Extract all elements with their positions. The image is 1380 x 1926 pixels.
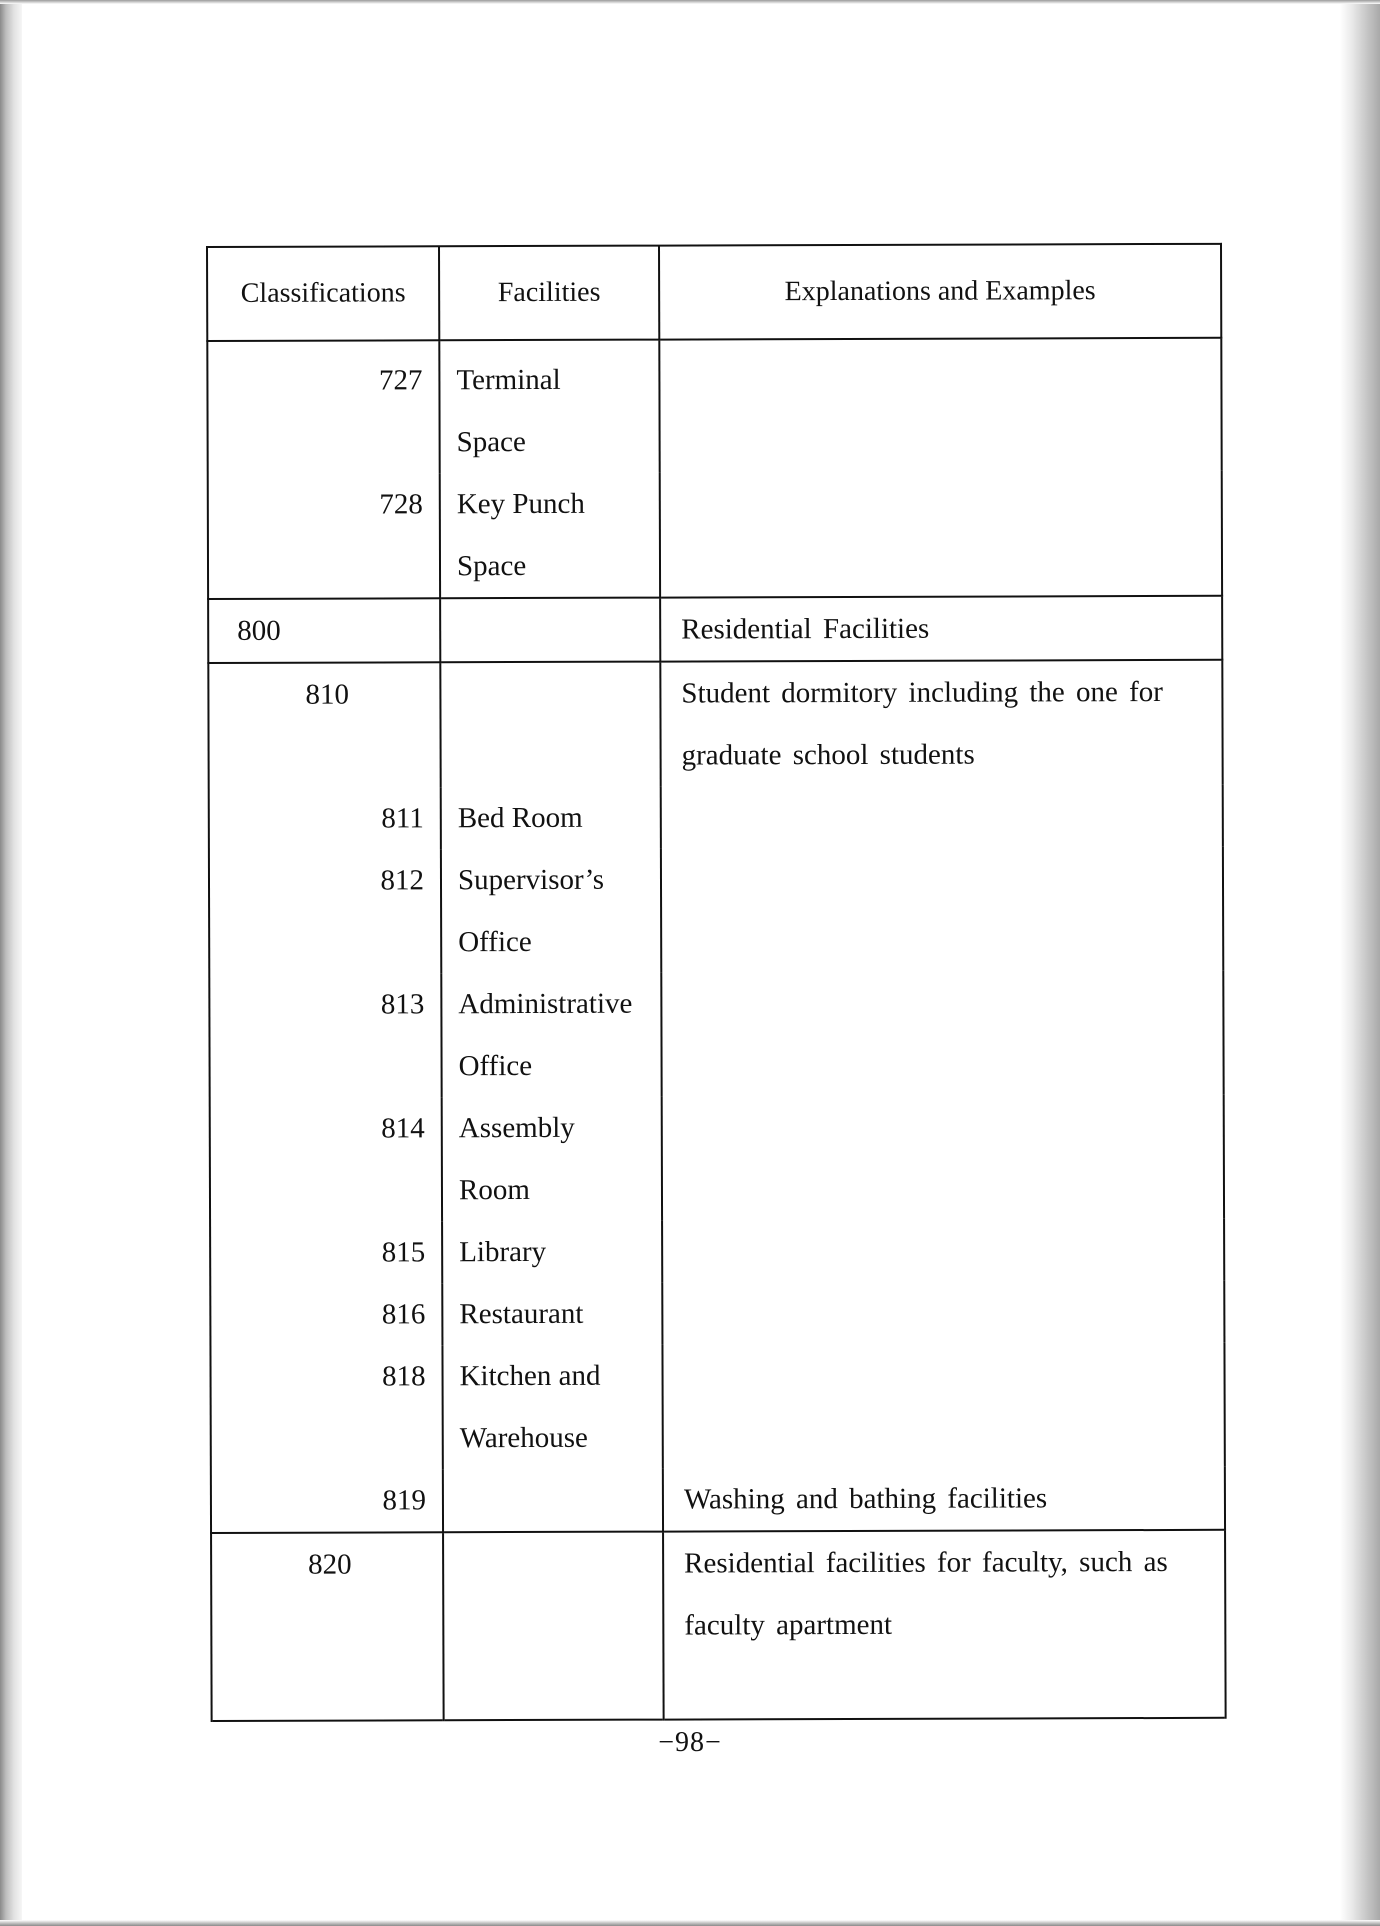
facility-cell <box>440 662 660 788</box>
explanation-cell <box>662 1281 1224 1345</box>
explanation-cell: Residential Facilities <box>660 596 1222 662</box>
table-row <box>209 785 1223 850</box>
table-row <box>210 1343 1224 1470</box>
header-classifications: Classifications <box>207 246 439 341</box>
explanation-cell <box>662 1343 1224 1469</box>
classification-code: 813 <box>209 973 441 1098</box>
facility-line: Assembly <box>458 1111 575 1145</box>
facility-cell <box>441 973 661 1098</box>
explanation-cell: Residential facilities for faculty, such as faculty apartment <box>663 1530 1226 1720</box>
explanation-cell: Student dormitory including the one for graduate school students <box>660 660 1222 787</box>
classification-code: 818 <box>210 1345 442 1470</box>
explanation-cell <box>662 1095 1224 1221</box>
classification-code: 800 <box>208 598 440 663</box>
classification-code: 810 <box>208 662 440 788</box>
facility-line: Key Punch <box>456 487 585 521</box>
classification-code: 727 <box>207 340 439 474</box>
facility-line: Warehouse <box>459 1421 588 1455</box>
page-number: −98− <box>658 1727 722 1758</box>
facility-line: Supervisor’s <box>457 863 605 897</box>
table-row <box>207 338 1221 474</box>
facility-line: Terminal <box>456 363 561 397</box>
classification-table <box>206 243 1227 1722</box>
facility-line: Office <box>458 1049 533 1083</box>
explanation-cell: Washing and bathing facilities <box>663 1467 1225 1532</box>
explanation-cell <box>661 785 1223 849</box>
table-row <box>210 1095 1224 1222</box>
explanation-cell <box>662 1219 1224 1283</box>
table-row <box>208 471 1222 599</box>
facility-cell <box>440 598 660 663</box>
table-row <box>210 1219 1224 1284</box>
facility-cell <box>443 1532 664 1721</box>
table-row <box>211 1530 1226 1721</box>
header-row <box>207 244 1221 341</box>
facility-cell <box>443 1469 663 1533</box>
facility-line: Space <box>456 425 526 459</box>
classification-code: 820 <box>211 1532 444 1721</box>
facility-line: Kitchen and <box>459 1359 601 1393</box>
classification-code: 819 <box>211 1469 443 1533</box>
header-explanations: Explanations and Examples <box>659 244 1221 340</box>
facility-cell: Bed Room <box>441 787 661 850</box>
table-row <box>211 1467 1225 1533</box>
explanation-cell <box>661 971 1223 1097</box>
table-row <box>209 971 1223 1098</box>
facility-line: Office <box>458 925 532 959</box>
header-facilities: Facilities <box>439 246 659 341</box>
table-row <box>209 847 1223 974</box>
facility-line: Space <box>456 549 527 583</box>
facility-cell <box>441 849 661 974</box>
scan-edge-top <box>0 0 1380 4</box>
explanation-cell <box>660 471 1222 598</box>
facility-cell <box>442 1097 662 1222</box>
facility-cell <box>440 473 660 599</box>
classification-code: 816 <box>210 1283 442 1346</box>
facility-cell: Library <box>442 1221 662 1284</box>
scan-edge-right <box>1340 0 1380 1926</box>
facility-cell <box>439 340 659 474</box>
facility-line: Room <box>458 1173 530 1207</box>
scan-edge-bottom <box>0 1920 1380 1926</box>
table-row <box>210 1281 1224 1346</box>
classification-code: 815 <box>210 1221 442 1284</box>
classification-code: 811 <box>209 787 441 850</box>
facility-cell <box>442 1345 662 1470</box>
facility-line: Administrative <box>458 987 633 1021</box>
table-frame <box>206 243 1227 1714</box>
table-row <box>208 660 1222 788</box>
classification-code: 812 <box>209 849 441 974</box>
facility-cell: Restaurant <box>442 1283 662 1346</box>
explanation-cell <box>661 847 1223 973</box>
classification-code: 814 <box>210 1097 442 1222</box>
table-row <box>208 596 1222 663</box>
scan-edge-left <box>0 0 22 1926</box>
explanation-cell <box>659 338 1221 473</box>
classification-code: 728 <box>208 473 440 599</box>
